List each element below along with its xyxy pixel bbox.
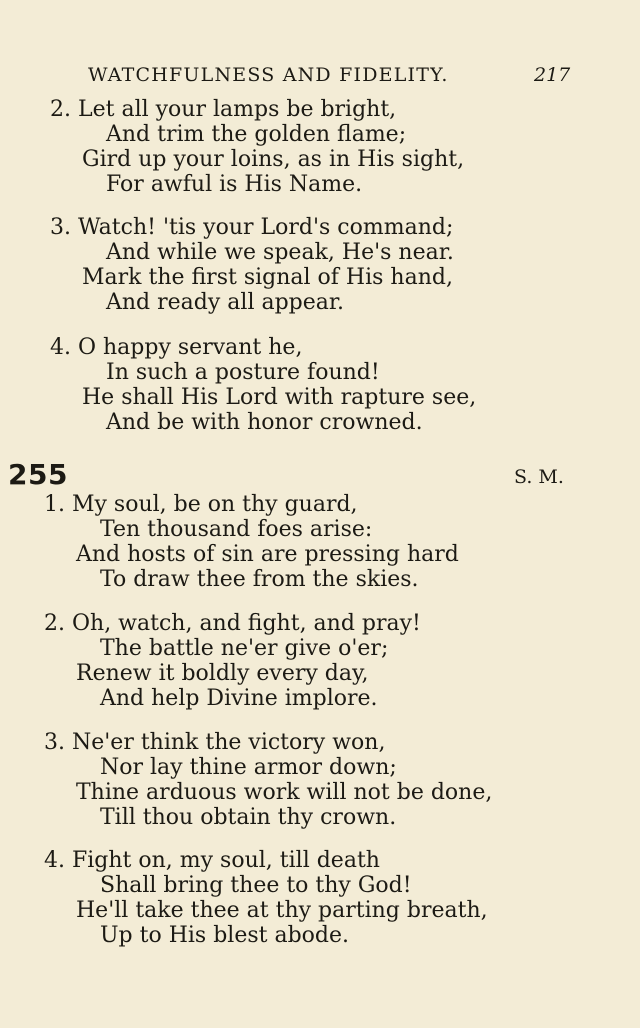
verse-line: Gird up your loins, as in His sight, <box>82 147 465 172</box>
verse-line: In such a posture found! <box>106 360 380 385</box>
page-header-title: WATCHFULNESS AND FIDELITY. <box>88 64 449 86</box>
verse-line: Shall bring thee to thy God! <box>100 873 412 898</box>
verse-line: Up to His blest abode. <box>100 923 350 948</box>
verse-line: Renew it boldly every day, <box>76 661 369 686</box>
verse-line: He shall His Lord with rapture see, <box>82 385 477 410</box>
verse-line: And while we speak, He's near. <box>106 240 454 265</box>
hymn-number: 255 <box>8 458 68 491</box>
verse-line: Thine arduous work will not be done, <box>76 780 493 805</box>
page-number: 217 <box>534 64 571 86</box>
verse-line: And trim the golden flame; <box>106 122 407 147</box>
verse-line: 2. Let all your lamps be bright, <box>50 97 397 122</box>
verse-line: 2. Oh, watch, and fight, and pray! <box>44 611 421 636</box>
verse-line: 4. O happy servant he, <box>50 335 303 360</box>
verse-line: Nor lay thine armor down; <box>100 755 397 780</box>
verse-line: Ten thousand foes arise: <box>100 517 373 542</box>
verse-line: 4. Fight on, my soul, till death <box>44 848 380 873</box>
verse-line: He'll take thee at thy parting breath, <box>76 898 488 923</box>
verse-line: And be with honor crowned. <box>106 410 423 435</box>
hymn-meter: S. M. <box>514 466 564 488</box>
verse-line: Mark the first signal of His hand, <box>82 265 453 290</box>
verse-line: And help Divine implore. <box>100 686 378 711</box>
verse-line: 3. Watch! 'tis your Lord's command; <box>50 215 454 240</box>
verse-line: 3. Ne'er think the victory won, <box>44 730 386 755</box>
verse-line: And hosts of sin are pressing hard <box>76 542 459 567</box>
verse-line: For awful is His Name. <box>106 172 363 197</box>
verse-line: To draw thee from the skies. <box>100 567 419 592</box>
verse-line: Till thou obtain thy crown. <box>100 805 397 830</box>
verse-line: And ready all appear. <box>106 290 344 315</box>
verse-line: The battle ne'er give o'er; <box>100 636 389 661</box>
verse-line: 1. My soul, be on thy guard, <box>44 492 358 517</box>
